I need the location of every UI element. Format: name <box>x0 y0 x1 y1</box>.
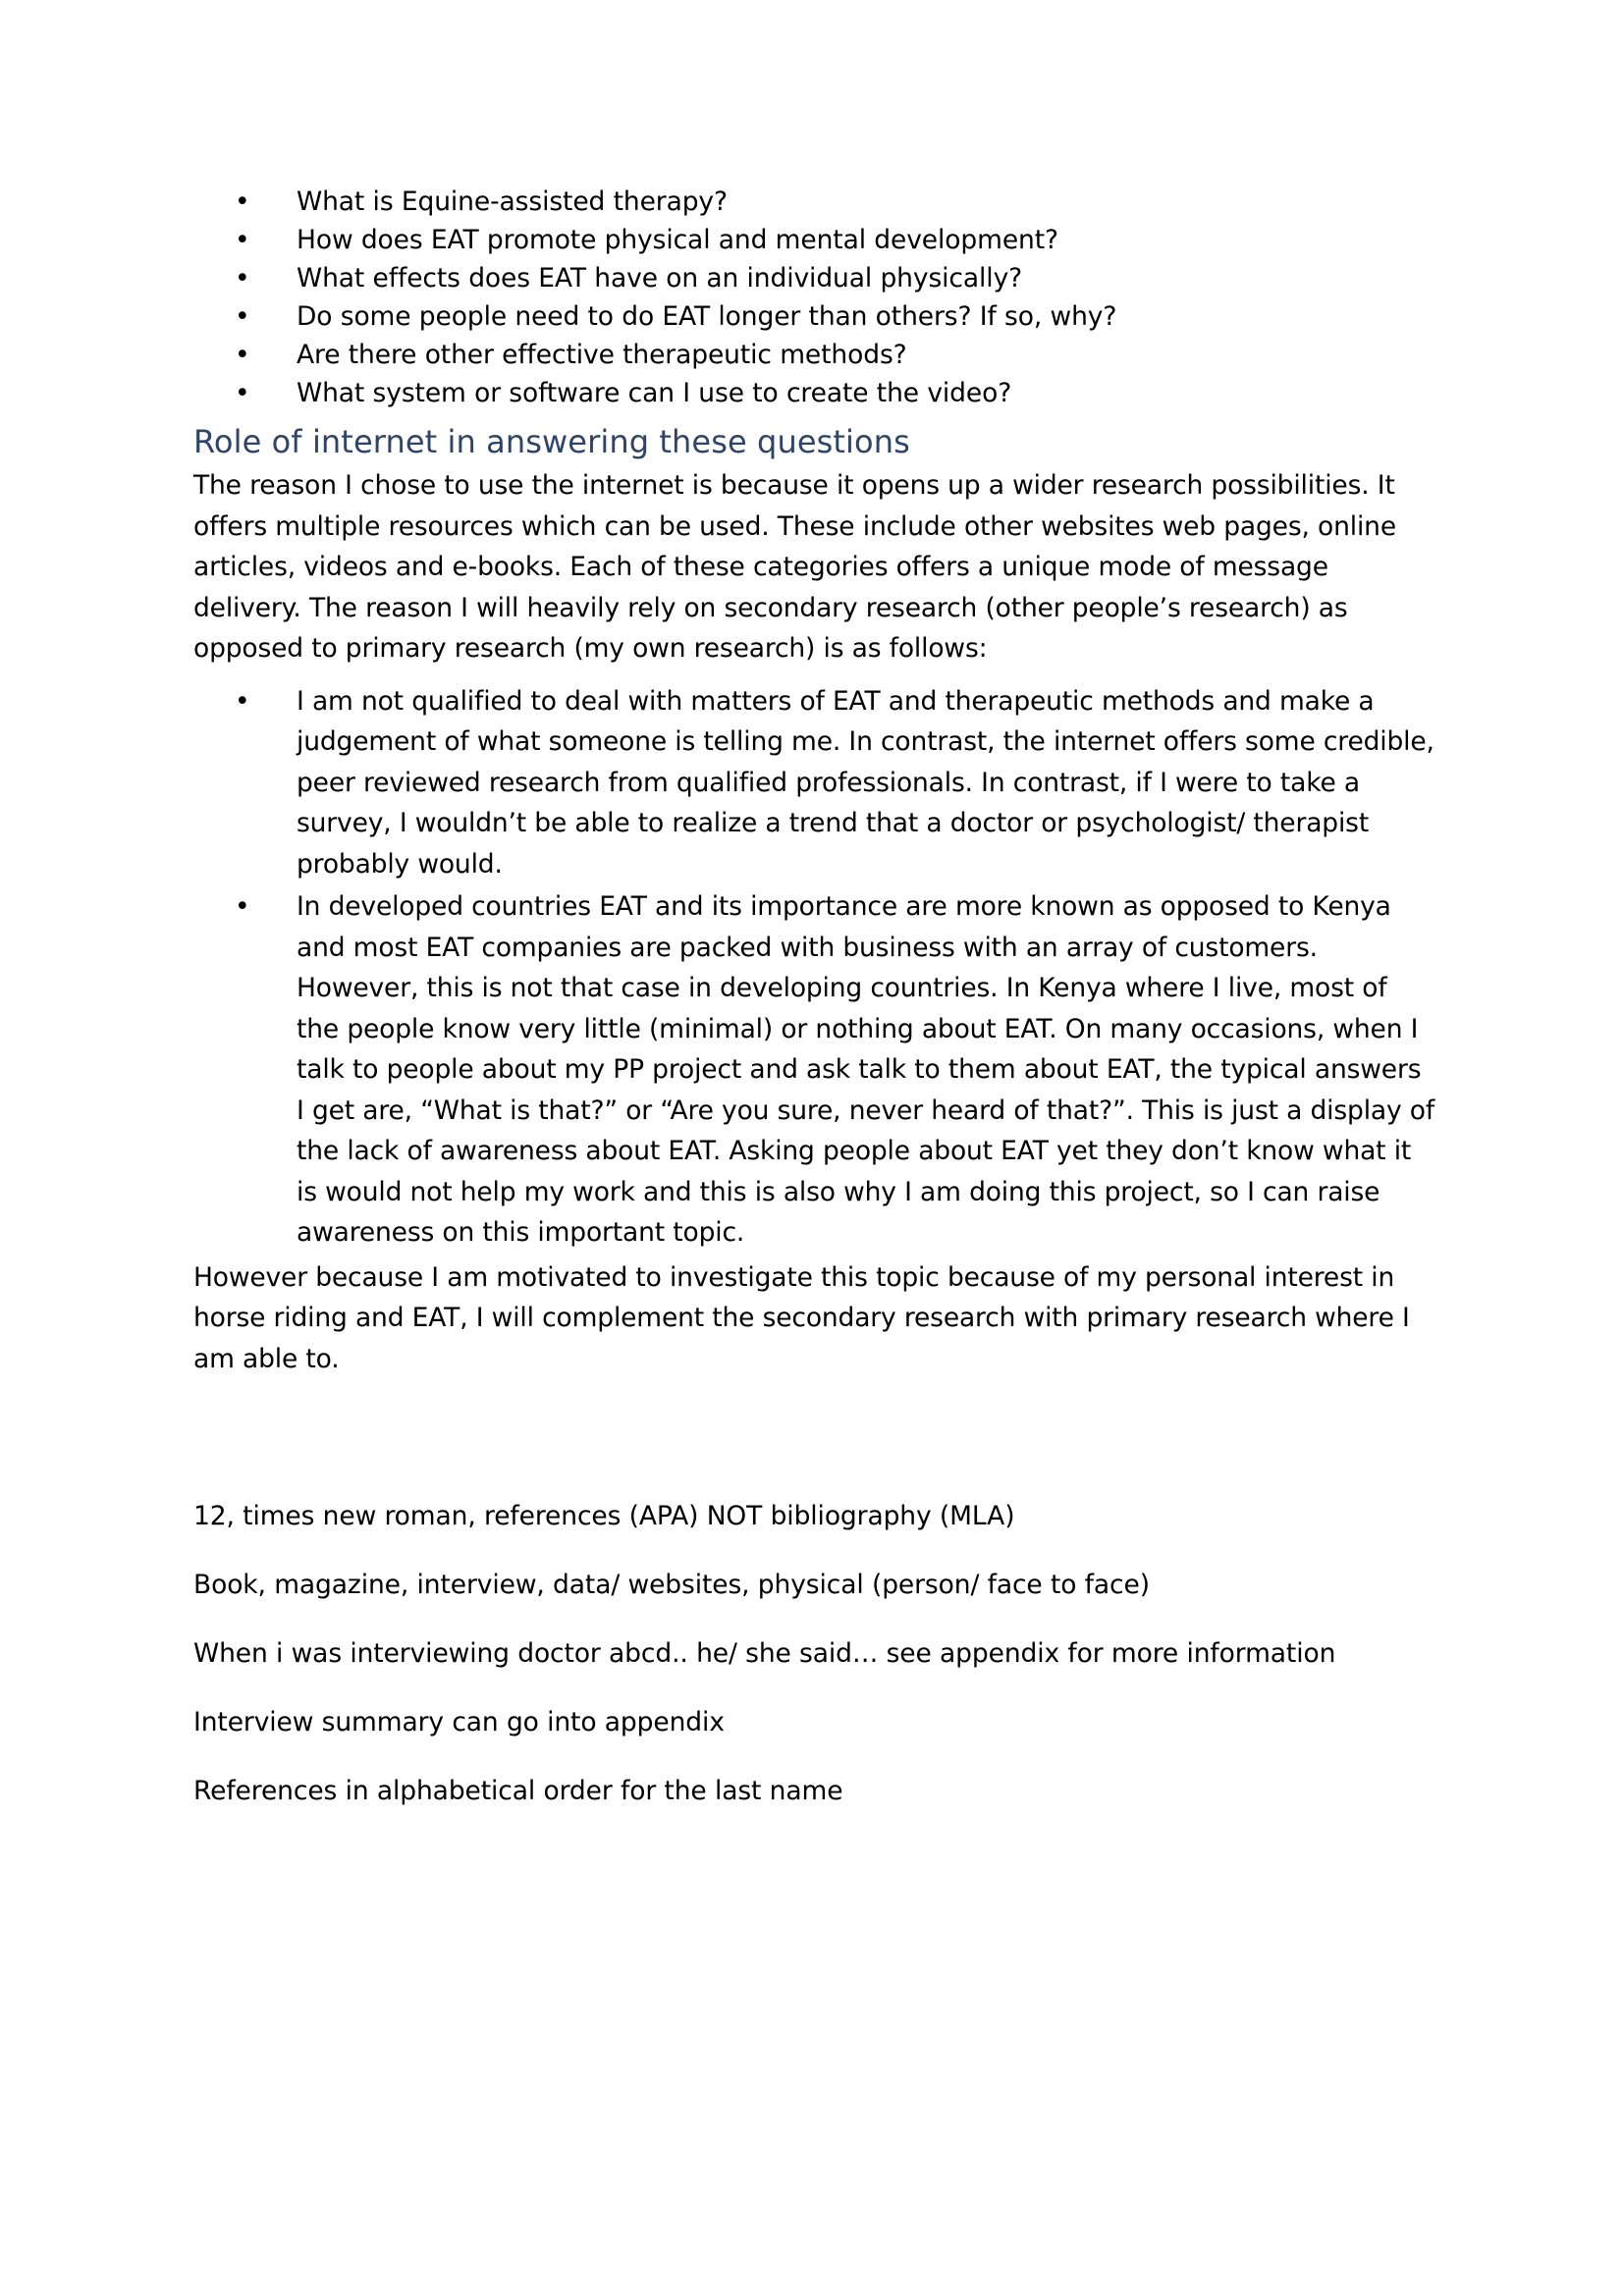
note-line: Interview summary can go into appendix <box>193 1707 725 1737</box>
bullet-icon: • <box>235 263 250 294</box>
reasons-list <box>193 681 1435 1254</box>
research-questions-list <box>193 183 1435 412</box>
list-item <box>193 886 1435 1254</box>
document-content <box>193 183 1435 1810</box>
note-line: When i was interviewing doctor abcd.. he/ she said… see appendix for more information <box>193 1638 1336 1669</box>
closing-paragraph: However because I am motivated to investigate this topic because of my personal interest in horse riding and EAT, I will complement the secondary research with primary research where I am able to. <box>193 1261 1410 1374</box>
list-item-text: Are there other effective therapeutic methods? <box>297 340 907 370</box>
bullet-icon: • <box>235 301 250 332</box>
note-line: 12, times new roman, references (APA) NOT bibliography (MLA) <box>193 1501 1015 1531</box>
list-item-text: I am not qualified to deal with matters of EAT and therapeutic methods and make a judgement of what someone is telling me. In contrast, the internet offers some credible, peer reviewed research from qualified professionals. In contrast, if I were to take a survey, I wouldn’t be able to realize a trend that a doctor or psychologist/ therapist probably would. <box>297 685 1434 880</box>
list-item <box>193 681 1435 885</box>
notes-block <box>193 1497 1435 1810</box>
bullet-icon: • <box>235 225 250 255</box>
list-item-text: What is Equine-assisted therapy? <box>297 187 728 217</box>
list-item-text: What effects does EAT have on an individual physically? <box>297 263 1023 294</box>
bullet-icon: • <box>235 340 250 370</box>
list-item <box>193 297 1435 336</box>
bullet-icon: • <box>235 685 250 717</box>
note-line: Book, magazine, interview, data/ websites, physical (person/ face to face) <box>193 1570 1150 1600</box>
list-item-text: How does EAT promote physical and mental development? <box>297 225 1058 255</box>
note-line: References in alphabetical order for the last name <box>193 1776 843 1806</box>
list-item-text: In developed countries EAT and its importance are more known as opposed to Kenya and most EAT companies are packed with business with an array of customers. However, this is not that case in developing countries. In Kenya where I live, most of the people know very little (minimal) or nothing about EAT. On many occasions, when I talk to people about my PP project and ask talk to them about EAT, the typical answers I get are, “What is that?” or “Are you sure, never heard of that?”. This is just a display of the lack of awareness about EAT. Asking people about EAT yet they don’t know what it is would not help my work and this is also why I am doing this project, so I can raise awareness on this important topic. <box>297 891 1435 1248</box>
list-item <box>193 221 1435 259</box>
list-item-text: What system or software can I use to create the video? <box>297 378 1012 408</box>
list-item <box>193 374 1435 412</box>
list-item <box>193 259 1435 297</box>
intro-paragraph: The reason I chose to use the internet is because it opens up a wider research possibilities. It offers multiple resources which can be used. These include other websites web pages, online articles, videos and e-books. Each of these categories offers a unique mode of message delivery. The reason I will heavily rely on secondary research (other people’s research) as opposed to primary research (my own research) is as follows: <box>193 470 1396 664</box>
bullet-icon: • <box>235 891 250 922</box>
bullet-icon: • <box>235 378 250 408</box>
list-item-text: Do some people need to do EAT longer than others? If so, why? <box>297 301 1117 332</box>
bullet-icon: • <box>235 187 250 217</box>
list-item <box>193 336 1435 374</box>
section-heading: Role of internet in answering these questions <box>193 423 910 460</box>
list-item <box>193 183 1435 221</box>
